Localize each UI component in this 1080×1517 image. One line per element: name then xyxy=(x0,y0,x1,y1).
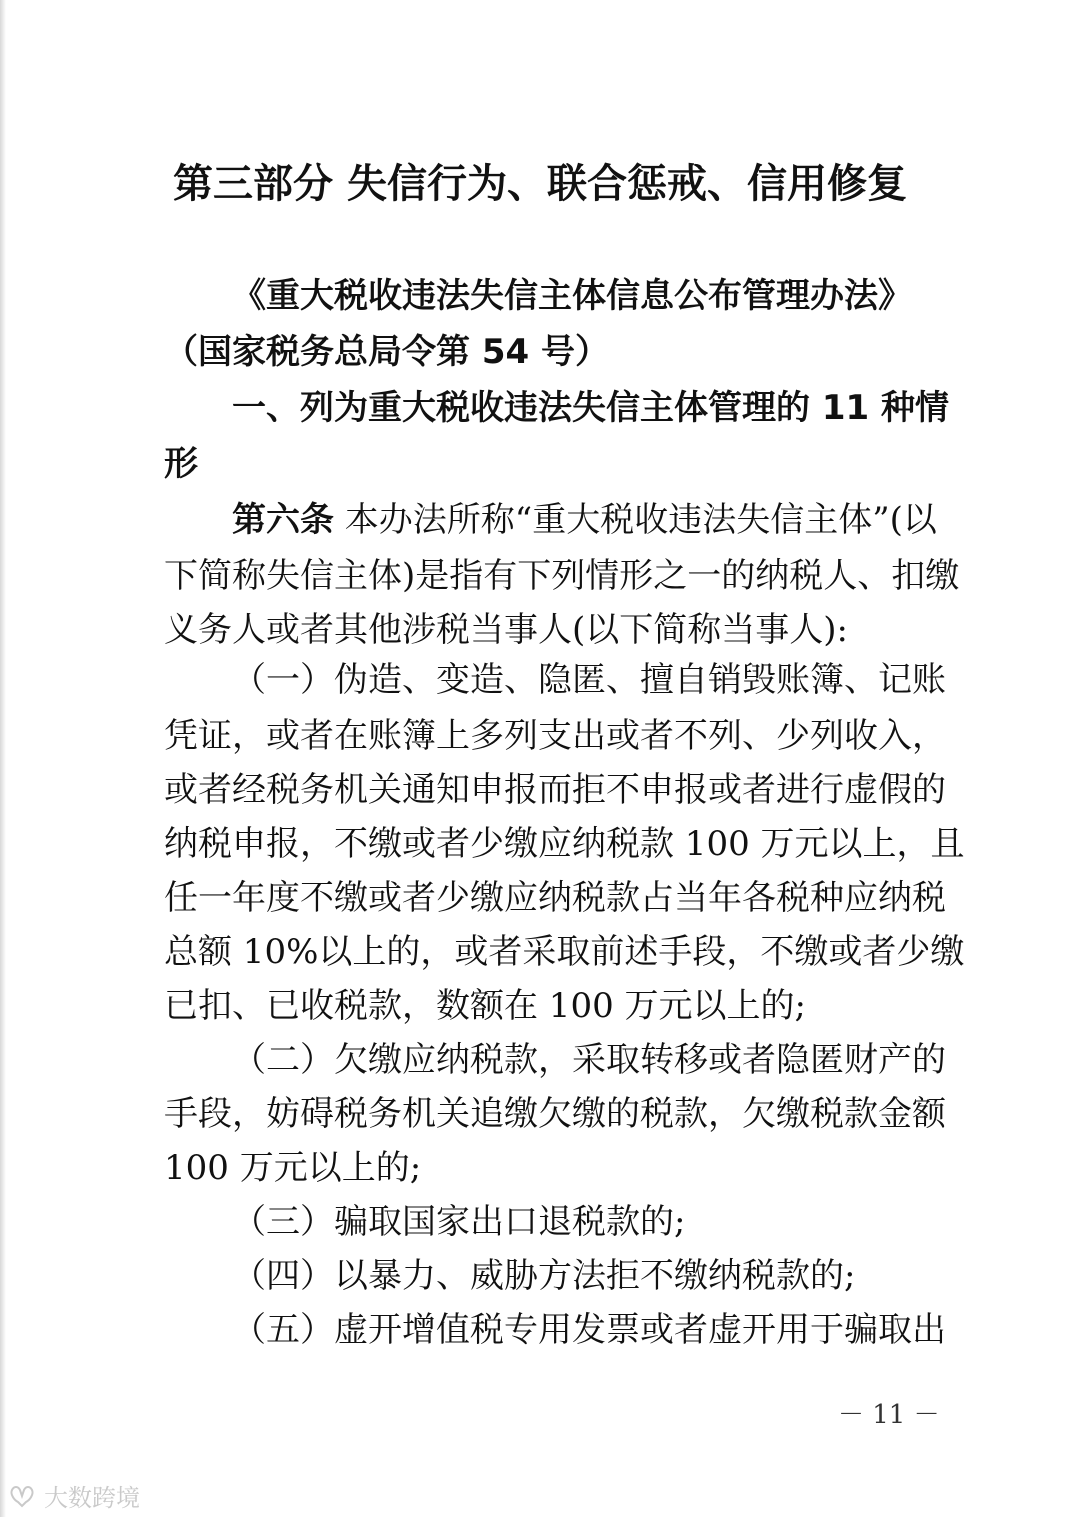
item-1-line: 总额 10%以上的，或者采取前述手段，不缴或者少缴 xyxy=(164,932,965,972)
section-heading-line-2: 形 xyxy=(164,444,198,484)
section-heading-line-1: 一、列为重大税收违法失信主体管理的 11 种情 xyxy=(232,388,949,428)
article-label: 第六条 xyxy=(232,500,334,540)
item-2-line: （二）欠缴应纳税款，采取转移或者隐匿财产的 xyxy=(232,1040,946,1080)
item-1-line: 纳税申报，不缴或者少缴应纳税款 100 万元以上，且 xyxy=(164,824,965,864)
item-1-line: 或者经税务机关通知申报而拒不申报或者进行虚假的 xyxy=(164,770,946,810)
law-title: 《重大税收违法失信主体信息公布管理办法》 xyxy=(232,276,912,316)
article-6-line-2: 下简称失信主体)是指有下列情形之一的纳税人、扣缴 xyxy=(164,556,960,596)
law-subtitle: （国家税务总局令第 54 号） xyxy=(164,332,609,372)
item-3: （三）骗取国家出口退税款的; xyxy=(232,1202,686,1242)
page-number: － 11 － xyxy=(838,1400,940,1430)
page-edge-shadow xyxy=(0,0,6,1517)
part-title: 第三部分 失信行为、联合惩戒、信用修复 xyxy=(173,161,907,207)
watermark xyxy=(8,1478,140,1513)
wechat-channel-icon xyxy=(8,1482,36,1510)
item-1-line: 任一年度不缴或者少缴应纳税款占当年各税种应纳税 xyxy=(164,878,946,918)
item-1-line: 已扣、已收税款，数额在 100 万元以上的; xyxy=(164,986,806,1026)
item-5: （五）虚开增值税专用发票或者虚开用于骗取出 xyxy=(232,1310,946,1350)
item-1-line: 凭证，或者在账簿上多列支出或者不列、少列收入， xyxy=(164,716,946,756)
watermark-text: 大数跨境 xyxy=(44,1484,140,1512)
item-2-line: 手段，妨碍税务机关追缴欠缴的税款，欠缴税款金额 xyxy=(164,1094,946,1134)
item-2-line: 100 万元以上的; xyxy=(164,1148,422,1188)
item-4: （四）以暴力、威胁方法拒不缴纳税款的; xyxy=(232,1256,856,1296)
article-6-text: 本办法所称“重大税收违法失信主体”(以 xyxy=(334,500,937,540)
item-1-line: （一）伪造、变造、隐匿、擅自销毁账簿、记账 xyxy=(232,660,946,700)
article-6-line-3: 义务人或者其他涉税当事人(以下简称当事人): xyxy=(164,610,848,650)
article-6-line-1 xyxy=(232,500,937,540)
